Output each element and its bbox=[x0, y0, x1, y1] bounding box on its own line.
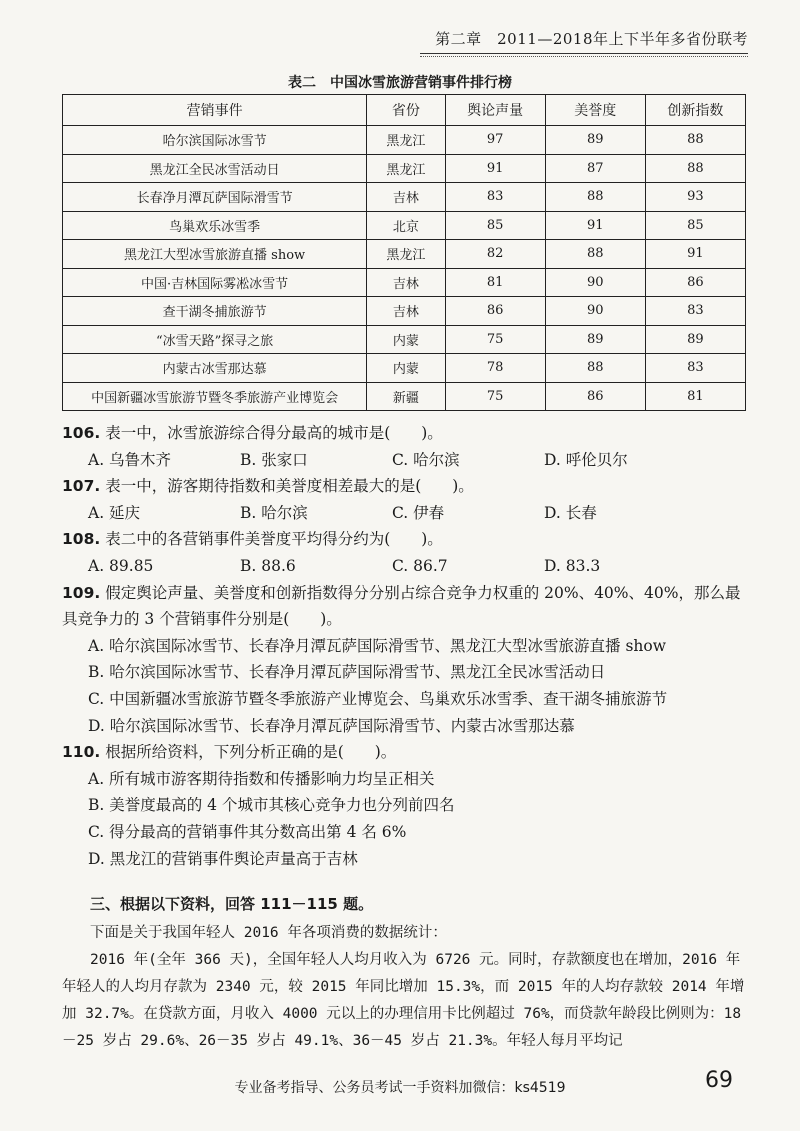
cell-reputation: 87 bbox=[545, 154, 645, 183]
question-number: 108. bbox=[62, 530, 101, 549]
cell-innovation: 88 bbox=[645, 154, 745, 183]
option-a: A. 乌鲁木齐 bbox=[88, 450, 172, 469]
option-a: A. 哈尔滨国际冰雪节、长春净月潭瓦萨国际滑雪节、黑龙江大型冰雪旅游直播 show bbox=[88, 636, 667, 655]
option-c: C. 哈尔滨 bbox=[392, 450, 460, 469]
cell-event: 黑龙江全民冰雪活动日 bbox=[63, 154, 367, 183]
table-row bbox=[63, 268, 746, 297]
cell-volume: 81 bbox=[445, 268, 545, 297]
header-volume: 舆论声量 bbox=[445, 95, 545, 126]
option-c: C. 86.7 bbox=[392, 556, 448, 575]
question-107 bbox=[62, 473, 752, 500]
cell-innovation: 91 bbox=[645, 240, 745, 269]
passage-intro: 下面是关于我国年轻人 2016 年各项消费的数据统计： bbox=[90, 925, 447, 941]
cell-province: 内蒙 bbox=[367, 354, 445, 383]
option-d: D. 呼伦贝尔 bbox=[544, 450, 628, 469]
cell-volume: 75 bbox=[445, 382, 545, 411]
cell-reputation: 88 bbox=[545, 240, 645, 269]
header-event: 营销事件 bbox=[63, 95, 367, 126]
cell-event: 内蒙古冰雪那达慕 bbox=[63, 354, 367, 383]
cell-reputation: 90 bbox=[545, 297, 645, 326]
cell-reputation: 90 bbox=[545, 268, 645, 297]
option-b: B. 88.6 bbox=[240, 556, 296, 575]
option-d: D. 黑龙江的营销事件舆论声量高于吉林 bbox=[88, 849, 358, 868]
passage bbox=[62, 920, 752, 1055]
cell-volume: 75 bbox=[445, 325, 545, 354]
header-reputation: 美誉度 bbox=[545, 95, 645, 126]
cell-innovation: 81 bbox=[645, 382, 745, 411]
table-row bbox=[63, 211, 746, 240]
question-text: 表一中，冰雪旅游综合得分最高的城市是( )。 bbox=[105, 424, 443, 442]
cell-reputation: 88 bbox=[545, 183, 645, 212]
table-row bbox=[63, 183, 746, 212]
question-number: 106. bbox=[62, 424, 101, 442]
options-108 bbox=[62, 553, 752, 580]
question-108 bbox=[62, 526, 752, 553]
option-a: A. 延庆 bbox=[88, 503, 141, 522]
cell-volume: 83 bbox=[445, 183, 545, 212]
cell-volume: 86 bbox=[445, 297, 545, 326]
table-header-row bbox=[63, 95, 746, 126]
table-row bbox=[63, 354, 746, 383]
cell-event: 鸟巢欢乐冰雪季 bbox=[63, 211, 367, 240]
question-text: 表二中的各营销事件美誉度平均得分约为( )。 bbox=[105, 530, 443, 549]
header-rule bbox=[420, 53, 748, 57]
table-row bbox=[63, 154, 746, 183]
option-b: B. 美誉度最高的 4 个城市其核心竞争力也分列前四名 bbox=[88, 796, 455, 815]
cell-reputation: 88 bbox=[545, 354, 645, 383]
header-innovation: 创新指数 bbox=[645, 95, 745, 126]
cell-event: 长春净月潭瓦萨国际滑雪节 bbox=[63, 183, 367, 212]
option-d: D. 长春 bbox=[544, 503, 597, 522]
running-header: 第二章 2011—2018年上下半年多省份联考 bbox=[435, 30, 748, 48]
option-d: D. 哈尔滨国际冰雪节、长春净月潭瓦萨国际滑雪节、内蒙古冰雪那达慕 bbox=[88, 716, 575, 735]
cell-event: 中国·吉林国际雾凇冰雪节 bbox=[63, 268, 367, 297]
question-text: 根据所给资料，下列分析正确的是( )。 bbox=[105, 743, 397, 762]
cell-reputation: 91 bbox=[545, 211, 645, 240]
option-d: D. 83.3 bbox=[544, 556, 601, 575]
cell-innovation: 88 bbox=[645, 126, 745, 155]
cell-event: 黑龙江大型冰雪旅游直播 show bbox=[63, 240, 367, 269]
question-text: 表一中，游客期待指数和美誉度相差最大的是( )。 bbox=[105, 477, 474, 496]
option-c: C. 得分最高的营销事件其分数高出第 4 名 6% bbox=[88, 822, 407, 841]
cell-innovation: 83 bbox=[645, 297, 745, 326]
cell-province: 黑龙江 bbox=[367, 240, 445, 269]
events-table bbox=[62, 94, 746, 411]
cell-volume: 97 bbox=[445, 126, 545, 155]
question-109-continued: 具竞争力的 3 个营销事件分别是( )。 bbox=[62, 610, 342, 629]
options-107 bbox=[62, 500, 752, 527]
cell-reputation: 86 bbox=[545, 382, 645, 411]
options-106 bbox=[62, 447, 752, 474]
cell-innovation: 89 bbox=[645, 325, 745, 354]
table-row bbox=[63, 325, 746, 354]
cell-province: 新疆 bbox=[367, 382, 445, 411]
table-row bbox=[63, 240, 746, 269]
cell-province: 吉林 bbox=[367, 297, 445, 326]
cell-reputation: 89 bbox=[545, 126, 645, 155]
cell-event: 查干湖冬捕旅游节 bbox=[63, 297, 367, 326]
cell-event: 哈尔滨国际冰雪节 bbox=[63, 126, 367, 155]
cell-event: “冰雪天路”探寻之旅 bbox=[63, 325, 367, 354]
cell-volume: 82 bbox=[445, 240, 545, 269]
option-c: C. 伊春 bbox=[392, 503, 445, 522]
option-a: A. 89.85 bbox=[88, 556, 154, 575]
cell-province: 内蒙 bbox=[367, 325, 445, 354]
cell-province: 黑龙江 bbox=[367, 154, 445, 183]
question-text: 假定舆论声量、美誉度和创新指数得分分别占综合竞争力权重的 20%、40%、40%，那么最 bbox=[105, 583, 741, 602]
question-number: 109. bbox=[62, 583, 101, 602]
table-row bbox=[63, 297, 746, 326]
table-title: 表二 中国冰雪旅游营销事件排行榜 bbox=[288, 75, 512, 91]
passage-body: 2016 年(全年 366 天)，全国年轻人人均月收入为 6726 元。同时，存款额度也在增加，2016 年年轻人的人均月存款为 2340 元，较 2015 年同比增加 15.3%，而 2015 年的人均存款较 2014 年增加 32.7%。在贷款方面，月收入 4000 元以上的办理信用卡比例超过 76%，而贷款年龄段比例则为：18－25 岁占 29.6%、26－35 岁占 49.1%、36－45 岁占 21.3%。年轻人每月平均记 bbox=[62, 952, 745, 1049]
cell-innovation: 86 bbox=[645, 268, 745, 297]
page-number: 69 bbox=[705, 1068, 733, 1093]
cell-province: 北京 bbox=[367, 211, 445, 240]
footer-note: 专业备考指导、公务员考试一手资料加微信：ks4519 bbox=[234, 1080, 566, 1096]
option-a: A. 所有城市游客期待指数和传播影响力均呈正相关 bbox=[88, 769, 435, 788]
cell-volume: 91 bbox=[445, 154, 545, 183]
question-109 bbox=[62, 580, 752, 607]
table-row bbox=[63, 382, 746, 411]
header-province: 省份 bbox=[367, 95, 445, 126]
cell-event: 中国新疆冰雪旅游节暨冬季旅游产业博览会 bbox=[63, 382, 367, 411]
cell-province: 吉林 bbox=[367, 183, 445, 212]
questions bbox=[62, 420, 752, 872]
cell-province: 吉林 bbox=[367, 268, 445, 297]
question-number: 107. bbox=[62, 477, 101, 496]
section-heading: 三、根据以下资料，回答 111－115 题。 bbox=[90, 895, 374, 913]
option-b: B. 张家口 bbox=[240, 450, 308, 469]
question-106 bbox=[62, 420, 752, 447]
cell-innovation: 83 bbox=[645, 354, 745, 383]
option-b: B. 哈尔滨国际冰雪节、长春净月潭瓦萨国际滑雪节、黑龙江全民冰雪活动日 bbox=[88, 663, 606, 682]
cell-reputation: 89 bbox=[545, 325, 645, 354]
option-c: C. 中国新疆冰雪旅游节暨冬季旅游产业博览会、鸟巢欢乐冰雪季、查干湖冬捕旅游节 bbox=[88, 689, 668, 708]
cell-province: 黑龙江 bbox=[367, 126, 445, 155]
table-row bbox=[63, 126, 746, 155]
question-110 bbox=[62, 739, 752, 766]
cell-innovation: 93 bbox=[645, 183, 745, 212]
question-number: 110. bbox=[62, 743, 101, 762]
cell-innovation: 85 bbox=[645, 211, 745, 240]
option-b: B. 哈尔滨 bbox=[240, 503, 308, 522]
cell-volume: 78 bbox=[445, 354, 545, 383]
cell-volume: 85 bbox=[445, 211, 545, 240]
